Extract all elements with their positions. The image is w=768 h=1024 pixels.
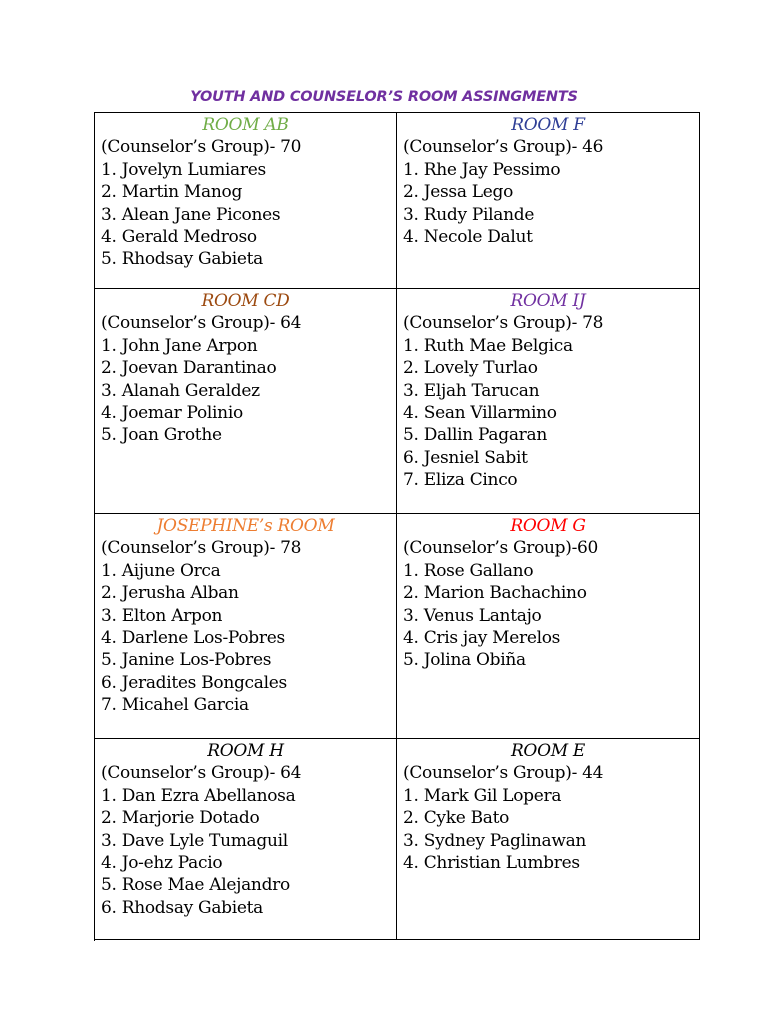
member-item: 2. Cyke Bato [403, 808, 510, 829]
member-item: 5. Rhodsay Gabieta [101, 249, 264, 270]
member-list [101, 335, 390, 447]
member-item: 2. Jessa Lego [403, 182, 514, 203]
room-title: ROOM H [207, 741, 284, 761]
member-item: 2. Joevan Darantinao [101, 358, 277, 379]
member-item: 3. Rudy Pilande [403, 204, 535, 225]
member-item: 6. Rhodsay Gabieta [101, 897, 264, 918]
room-title: ROOM IJ [510, 291, 586, 311]
room-title: ROOM CD [201, 291, 290, 311]
room-cell [397, 514, 700, 739]
room-cell [397, 739, 700, 940]
member-item: 4. Joemar Polinio [101, 403, 243, 424]
counselor-group: (Counselor’s Group)- 44 [403, 763, 604, 784]
room-cell [397, 113, 700, 289]
member-item: 3. Alean Jane Picones [101, 204, 281, 225]
room-title: ROOM F [511, 115, 585, 135]
room-assignments-table [94, 112, 700, 941]
member-list [403, 785, 693, 875]
member-list [101, 560, 390, 717]
room-title: ROOM E [510, 741, 586, 761]
member-item: 3. Sydney Paglinawan [403, 830, 587, 851]
member-item: 4. Jo-ehz Pacio [101, 853, 223, 874]
member-item: 3. Alanah Geraldez [101, 380, 260, 401]
member-item: 2. Marjorie Dotado [101, 808, 260, 829]
member-item: 5. Janine Los-Pobres [101, 650, 272, 671]
member-item: 2. Jerusha Alban [101, 583, 239, 604]
counselor-group: (Counselor’s Group)-60 [403, 538, 599, 559]
member-item: 4. Christian Lumbres [403, 853, 580, 874]
member-item: 4. Cris jay Merelos [403, 628, 561, 649]
member-item: 1. Rose Gallano [403, 560, 534, 581]
member-item: 7. Eliza Cinco [403, 470, 518, 491]
counselor-group: (Counselor’s Group)- 78 [403, 313, 604, 334]
member-item: 3. Dave Lyle Tumaguil [101, 830, 288, 851]
counselor-group: (Counselor’s Group)- 64 [101, 763, 302, 784]
room-cell [397, 289, 700, 514]
member-item: 1. Dan Ezra Abellanosa [101, 785, 296, 806]
member-list [101, 785, 390, 919]
member-item: 1. Aijune Orca [101, 560, 221, 581]
counselor-group: (Counselor’s Group)- 64 [101, 313, 302, 334]
counselor-group: (Counselor’s Group)- 46 [403, 137, 604, 158]
member-item: 4. Necole Dalut [403, 227, 533, 248]
room-title: ROOM G [510, 516, 586, 536]
page-title: YOUTH AND COUNSELOR’S ROOM ASSINGMENTS [190, 89, 578, 105]
member-item: 6. Jesniel Sabit [403, 447, 528, 468]
member-list [403, 560, 693, 672]
member-item: 2. Marion Bachachino [403, 583, 587, 604]
room-title: ROOM AB [202, 115, 289, 135]
member-item: 6. Jeradites Bongcales [101, 672, 287, 693]
member-item: 1. Jovelyn Lumiares [101, 159, 266, 180]
member-item: 1. Mark Gil Lopera [403, 785, 562, 806]
room-cell [95, 739, 397, 940]
member-item: 1. John Jane Arpon [101, 335, 258, 356]
member-item: 2. Lovely Turlao [403, 358, 538, 379]
member-item: 4. Darlene Los-Pobres [101, 628, 285, 649]
member-item: 5. Dallin Pagaran [403, 425, 547, 446]
counselor-group: (Counselor’s Group)- 78 [101, 538, 302, 559]
member-list [403, 159, 693, 249]
room-cell [95, 113, 397, 289]
member-item: 3. Eljah Tarucan [403, 380, 540, 401]
member-list [101, 159, 390, 271]
member-item: 1. Rhe Jay Pessimo [403, 159, 561, 180]
room-title: JOSEPHINE’s ROOM [156, 516, 335, 536]
member-item: 2. Martin Manog [101, 182, 243, 203]
member-item: 5. Jolina Obiña [403, 650, 526, 671]
room-cell [95, 289, 397, 514]
room-cell [95, 514, 397, 739]
member-item: 4. Sean Villarmino [403, 403, 557, 424]
member-item: 4. Gerald Medroso [101, 227, 257, 248]
member-item: 5. Rose Mae Alejandro [101, 875, 290, 896]
member-list [403, 335, 693, 492]
member-item: 5. Joan Grothe [101, 425, 222, 446]
member-item: 1. Ruth Mae Belgica [403, 335, 573, 356]
member-item: 3. Elton Arpon [101, 605, 223, 626]
member-item: 7. Micahel Garcia [101, 695, 249, 716]
member-item: 3. Venus Lantajo [403, 605, 542, 626]
counselor-group: (Counselor’s Group)- 70 [101, 137, 302, 158]
